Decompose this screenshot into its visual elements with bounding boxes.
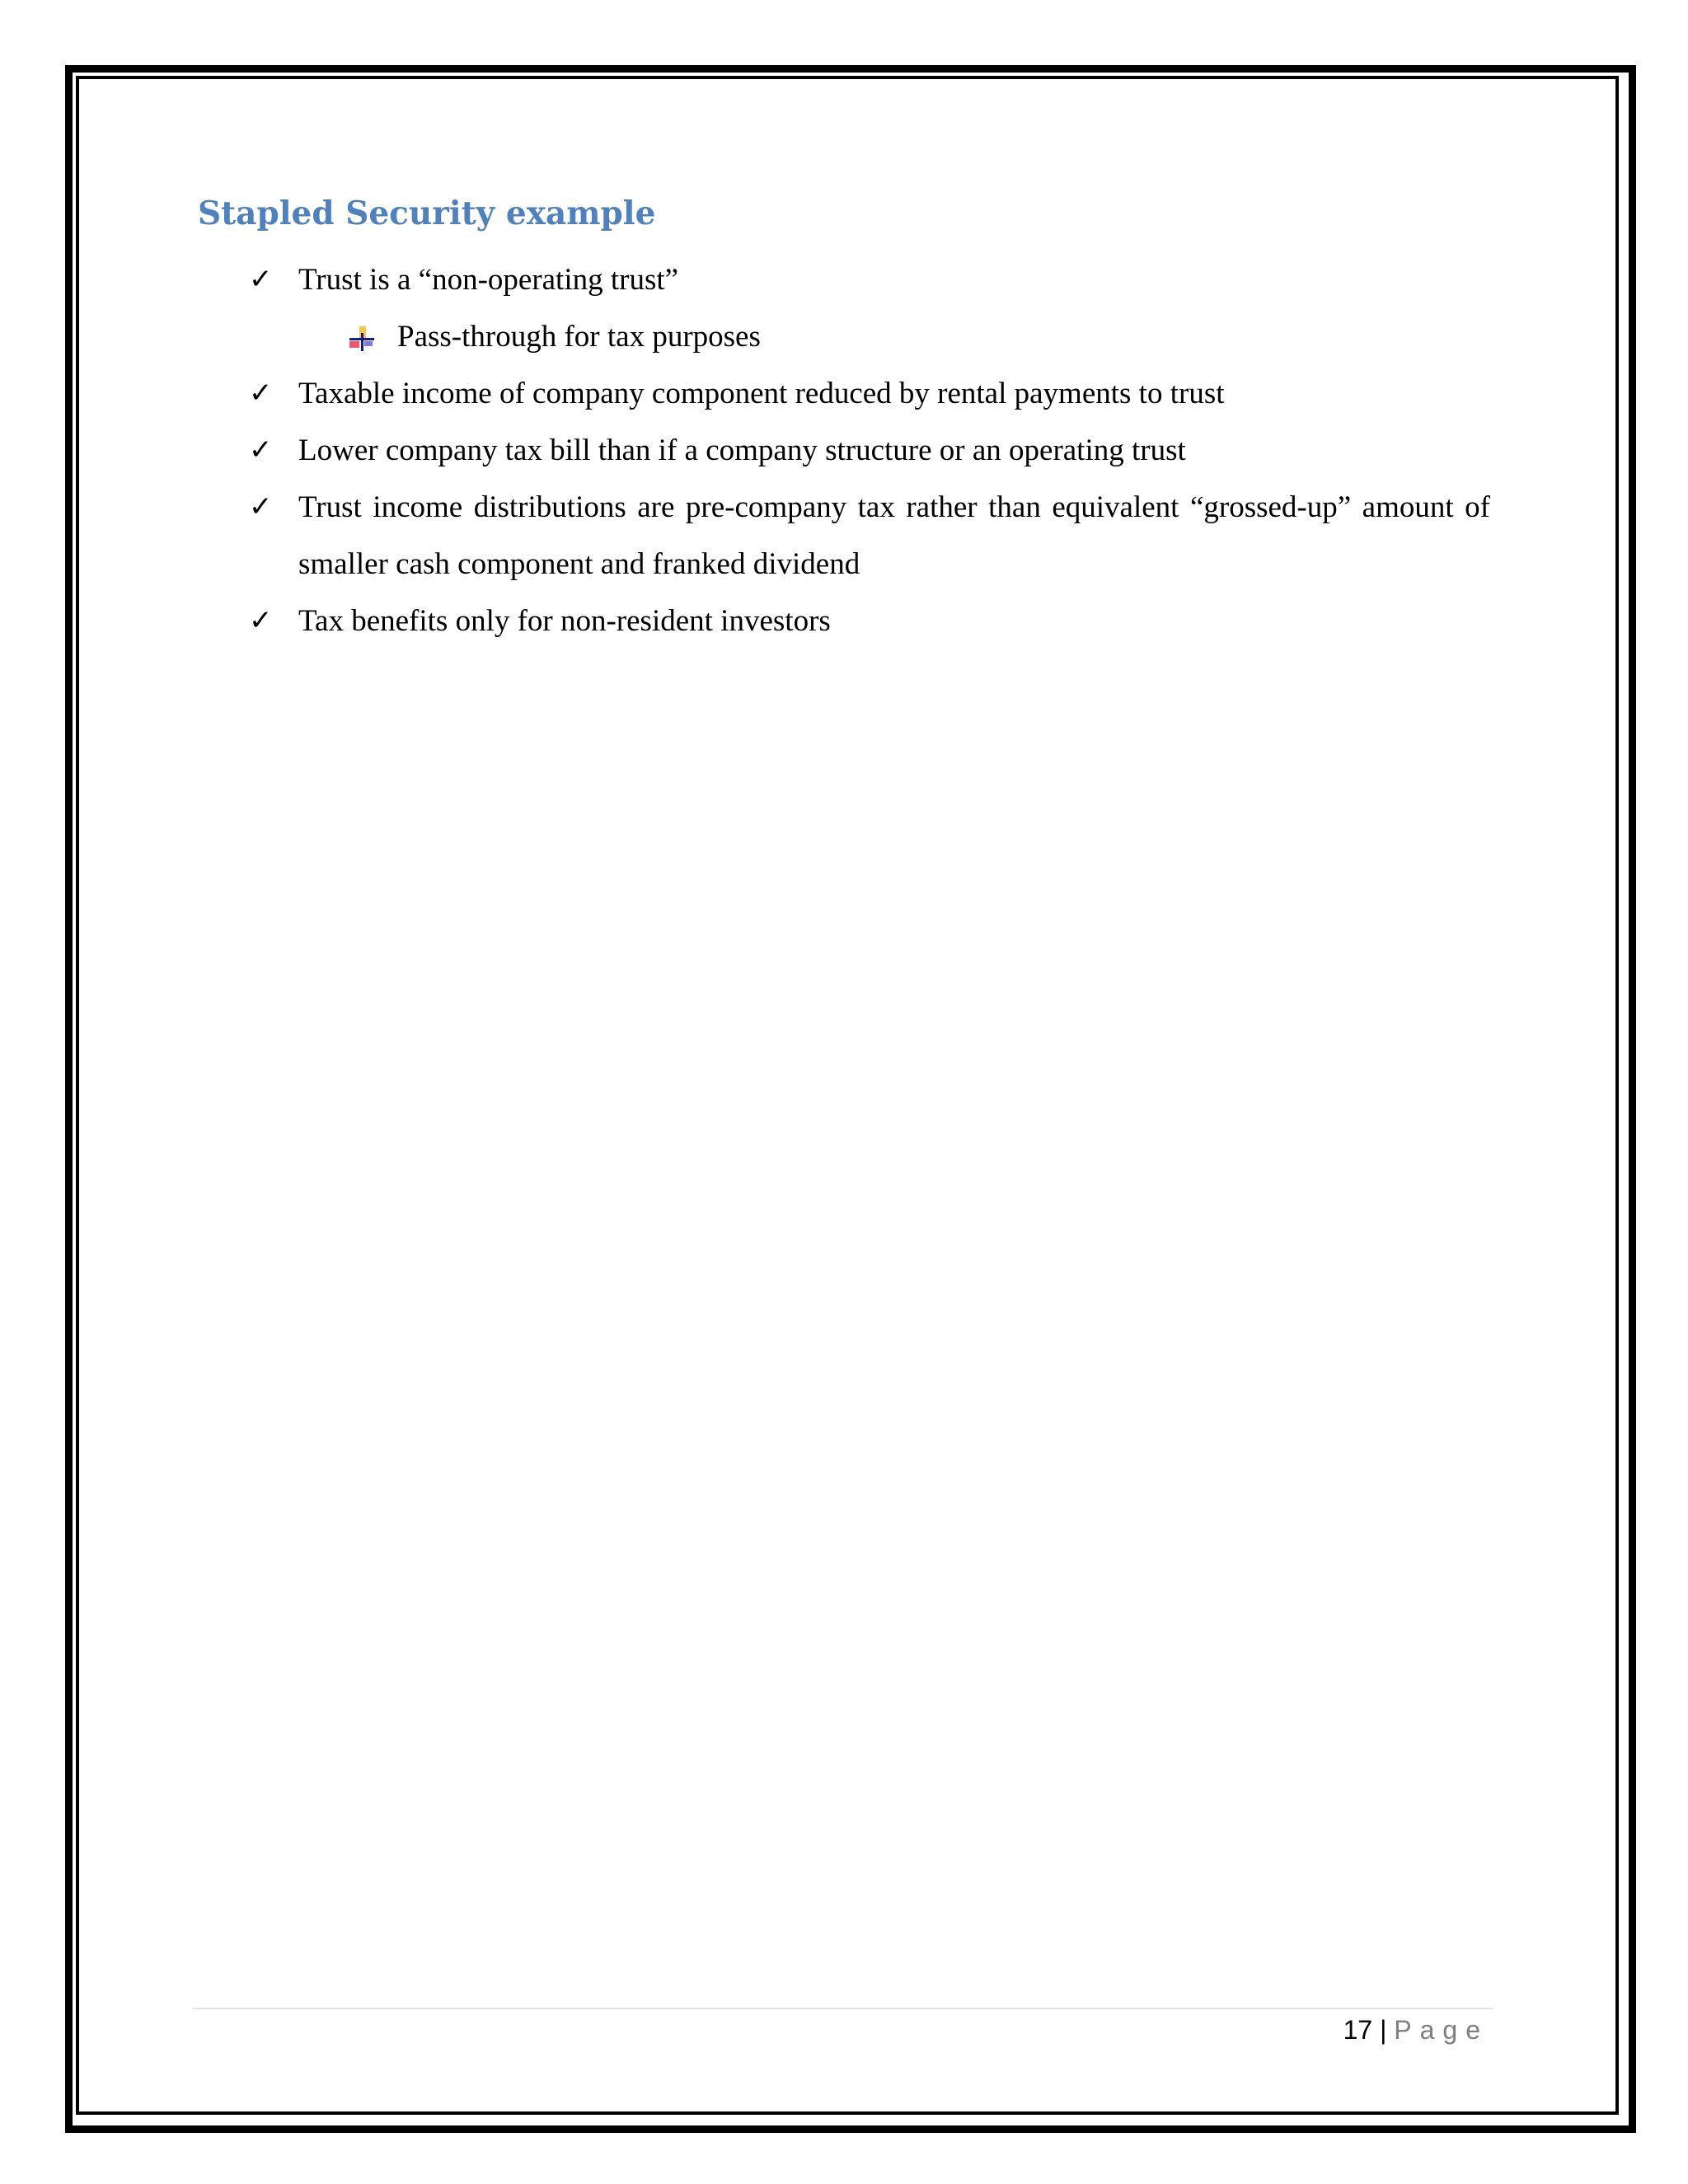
list-item-text: Trust income distributions are pre-company tax rather than equivalent “grossed-up” amount of smaller cash component and franked dividend (298, 490, 1490, 581)
list-item (249, 593, 831, 649)
list-item (249, 479, 1490, 593)
footer-separator: | (1380, 2015, 1387, 2045)
page-footer (1343, 2012, 1489, 2048)
list-item-text: Lower company tax bill than if a company structure or an operating trust (298, 434, 1186, 467)
page-label: Page (1394, 2015, 1489, 2045)
list-item-text: Tax benefits only for non-resident investors (298, 604, 831, 638)
list-item (249, 251, 679, 308)
section-heading: Stapled Security example (198, 194, 656, 232)
checkmark-icon: ✓ (249, 490, 273, 523)
sub-list-item-text: Pass-through for tax purposes (397, 320, 761, 354)
footer-rule (193, 2008, 1493, 2009)
cross-arrow-icon (348, 325, 376, 353)
list-item-text: Taxable income of company component reduced by rental payments to trust (298, 377, 1225, 410)
page-number: 17 (1343, 2015, 1373, 2045)
checkmark-icon: ✓ (249, 604, 273, 637)
checkmark-icon: ✓ (249, 377, 273, 410)
checkmark-icon: ✓ (249, 434, 273, 466)
list-item (249, 365, 1225, 422)
list-item (249, 422, 1186, 479)
checkmark-icon: ✓ (249, 263, 273, 296)
list-item-text: Trust is a “non-operating trust” (298, 263, 679, 297)
sub-list-item (397, 308, 761, 365)
